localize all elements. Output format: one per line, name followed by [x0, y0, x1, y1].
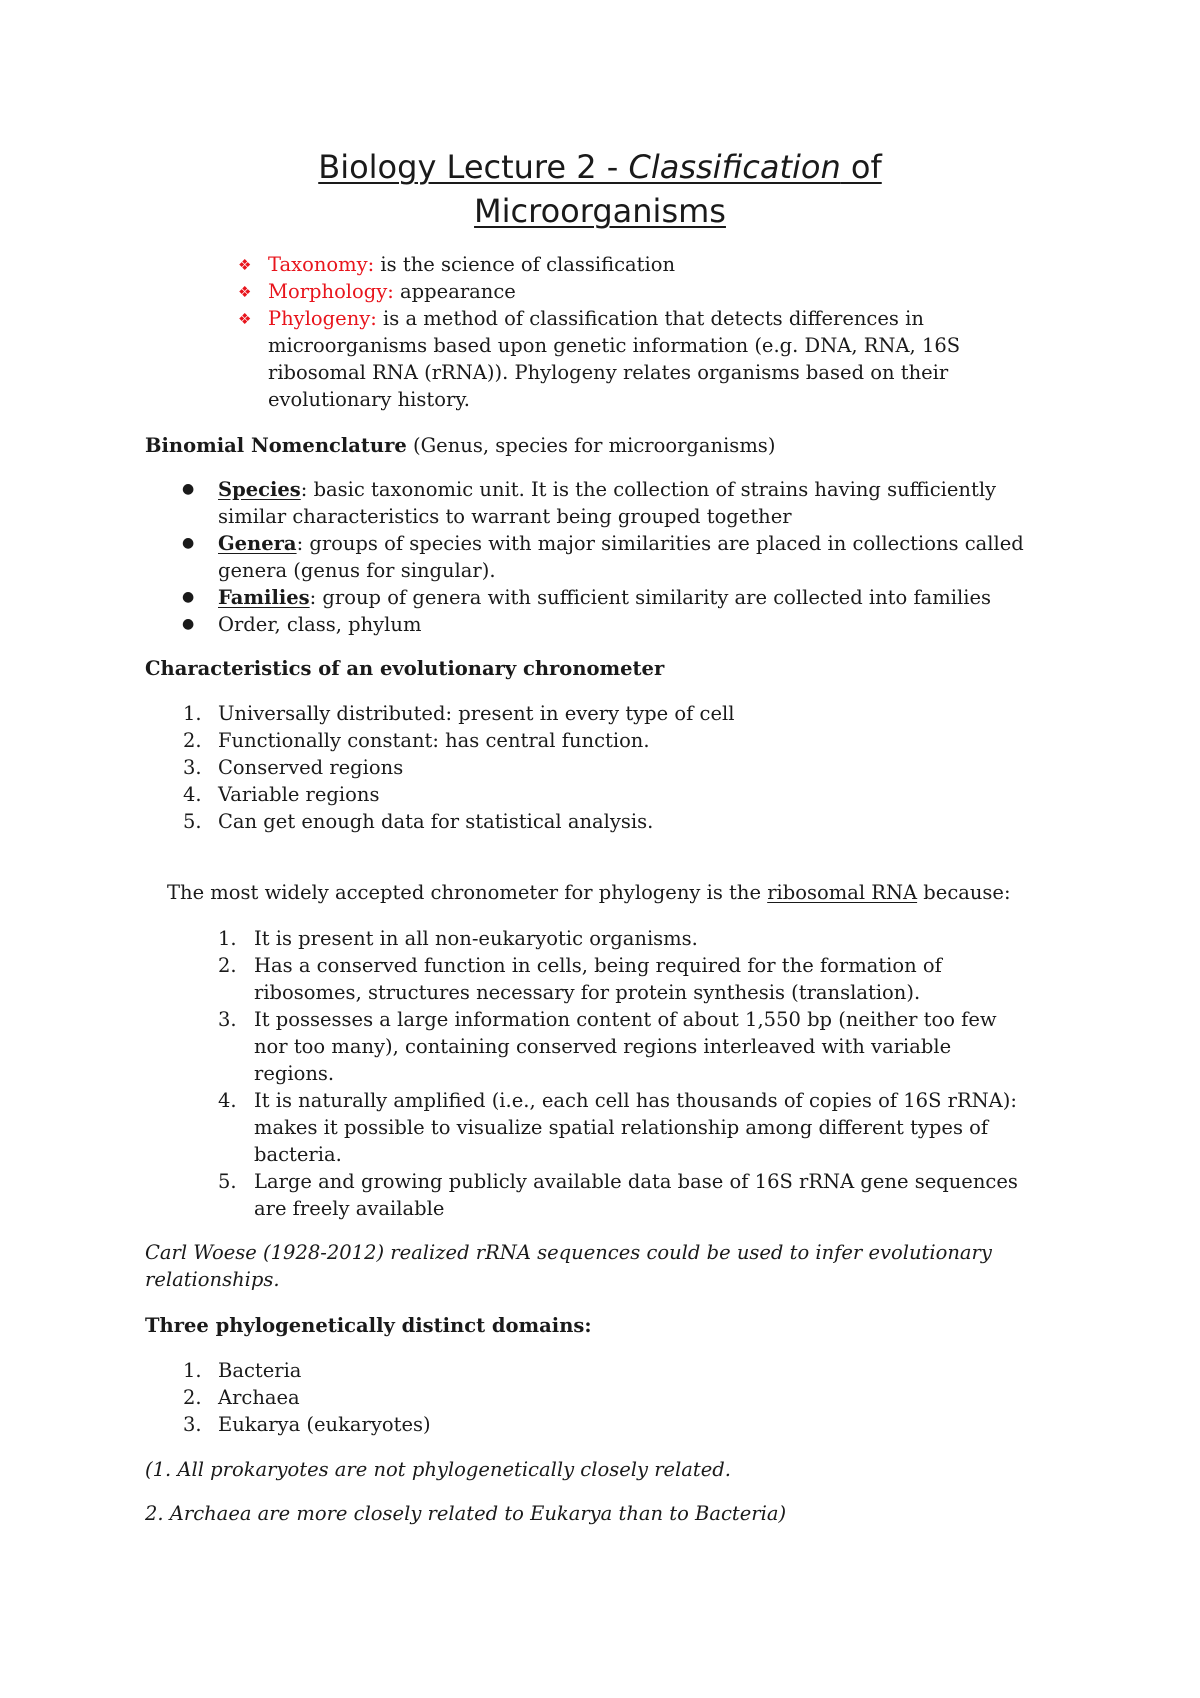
list-number: 3. — [183, 1413, 202, 1436]
rrna-intro — [167, 880, 1011, 906]
list-item-text: : basic taxonomic unit. It is the collection of strains having sufficiently — [300, 478, 997, 501]
definition-text: microorganisms based upon genetic information (e.g. DNA, RNA, 16S — [268, 334, 961, 357]
chronometer-heading: Characteristics of an evolutionary chronometer — [145, 657, 665, 680]
definition-morphology — [268, 279, 516, 305]
list-item-term: Species — [218, 478, 301, 501]
list-number: 5. — [183, 810, 202, 833]
list-item: regions. — [254, 1062, 335, 1085]
list-item-text: genera (genus for singular). — [218, 559, 496, 582]
page-title — [140, 145, 1060, 233]
list-item-text: : group of genera with sufficient similarity are collected into families — [309, 586, 992, 609]
definition-text: ribosomal RNA (rRNA)). Phylogeny relates organisms based on their — [268, 361, 949, 384]
list-item: Has a conserved function in cells, being required for the formation of — [254, 954, 942, 977]
title-suffix: of — [840, 148, 882, 186]
definition-phylogeny — [268, 306, 924, 332]
bullet-icon: ● — [182, 616, 195, 632]
title-italic: Classification — [628, 148, 841, 186]
binomial-heading — [145, 433, 775, 459]
diamond-bullet-icon: ❖ — [238, 310, 252, 328]
bullet-icon: ● — [182, 535, 195, 551]
list-item — [218, 531, 1024, 557]
definition-text: is a method of classification that detects differences in — [376, 307, 924, 330]
list-number: 3. — [218, 1008, 237, 1031]
title-line2: Microorganisms — [474, 192, 726, 230]
list-number: 4. — [218, 1089, 237, 1112]
definition-text: evolutionary history. — [268, 388, 470, 411]
note-line: (1. All prokaryotes are not phylogenetically closely related. — [145, 1458, 731, 1481]
diamond-bullet-icon: ❖ — [238, 283, 252, 301]
list-number: 3. — [183, 756, 202, 779]
definition-term: Morphology: — [268, 280, 394, 303]
title-prefix: Biology Lecture 2 - — [318, 148, 629, 186]
intro-underlined: ribosomal RNA — [767, 881, 918, 904]
definition-text: is the science of classification — [374, 253, 676, 276]
intro-text: because: — [917, 881, 1011, 904]
intro-text: The most widely accepted chronometer for phylogeny is the — [167, 881, 768, 904]
definition-text: appearance — [393, 280, 516, 303]
list-number: 2. — [218, 954, 237, 977]
section-heading: Binomial Nomenclature — [145, 434, 407, 457]
list-number: 1. — [218, 927, 237, 950]
list-item: nor too many), containing conserved regions interleaved with variable — [254, 1035, 952, 1058]
definition-taxonomy — [268, 252, 675, 278]
list-item: It is present in all non-eukaryotic organisms. — [254, 927, 698, 950]
list-item: It possesses a large information content of about 1,550 bp (neither too few — [254, 1008, 997, 1031]
list-item: are freely available — [254, 1197, 445, 1220]
definition-term: Taxonomy: — [268, 253, 375, 276]
list-number: 5. — [218, 1170, 237, 1193]
list-item: It is naturally amplified (i.e., each cell has thousands of copies of 16S rRNA): — [254, 1089, 1017, 1112]
section-subheading: (Genus, species for microorganisms) — [406, 434, 776, 457]
list-item-term: Genera — [218, 532, 297, 555]
list-item: Functionally constant: has central function. — [218, 729, 650, 752]
list-item-term: Families — [218, 586, 310, 609]
list-item — [218, 585, 991, 611]
list-item-text: Order, class, phylum — [218, 613, 422, 636]
list-item: Archaea — [218, 1386, 300, 1409]
diamond-bullet-icon: ❖ — [238, 256, 252, 274]
list-number: 1. — [183, 1359, 202, 1382]
note-line: 2. Archaea are more closely related to Eukarya than to Bacteria) — [145, 1502, 787, 1525]
bullet-icon: ● — [182, 481, 195, 497]
list-item: Can get enough data for statistical analysis. — [218, 810, 654, 833]
list-item: ribosomes, structures necessary for protein synthesis (translation). — [254, 981, 921, 1004]
list-item: bacteria. — [254, 1143, 342, 1166]
list-number: 1. — [183, 702, 202, 725]
list-item: Eukarya (eukaryotes) — [218, 1413, 431, 1436]
list-item-text: : groups of species with major similarities are placed in collections called — [296, 532, 1024, 555]
list-number: 2. — [183, 1386, 202, 1409]
list-item — [218, 477, 996, 503]
definition-term: Phylogeny: — [268, 307, 377, 330]
list-item: Universally distributed: present in every type of cell — [218, 702, 735, 725]
woese-note: relationships. — [145, 1268, 280, 1291]
list-item-text: similar characteristics to warrant being grouped together — [218, 505, 792, 528]
domains-heading: Three phylogenetically distinct domains: — [145, 1314, 592, 1337]
list-item: Large and growing publicly available data base of 16S rRNA gene sequences — [254, 1170, 1018, 1193]
list-item — [218, 612, 421, 638]
woese-note: Carl Woese (1928-2012) realized rRNA sequences could be used to infer evolutionary — [145, 1241, 992, 1264]
bullet-icon: ● — [182, 589, 195, 605]
list-item: makes it possible to visualize spatial relationship among different types of — [254, 1116, 989, 1139]
list-item: Variable regions — [218, 783, 380, 806]
list-number: 2. — [183, 729, 202, 752]
list-item: Conserved regions — [218, 756, 404, 779]
list-item: Bacteria — [218, 1359, 302, 1382]
list-number: 4. — [183, 783, 202, 806]
